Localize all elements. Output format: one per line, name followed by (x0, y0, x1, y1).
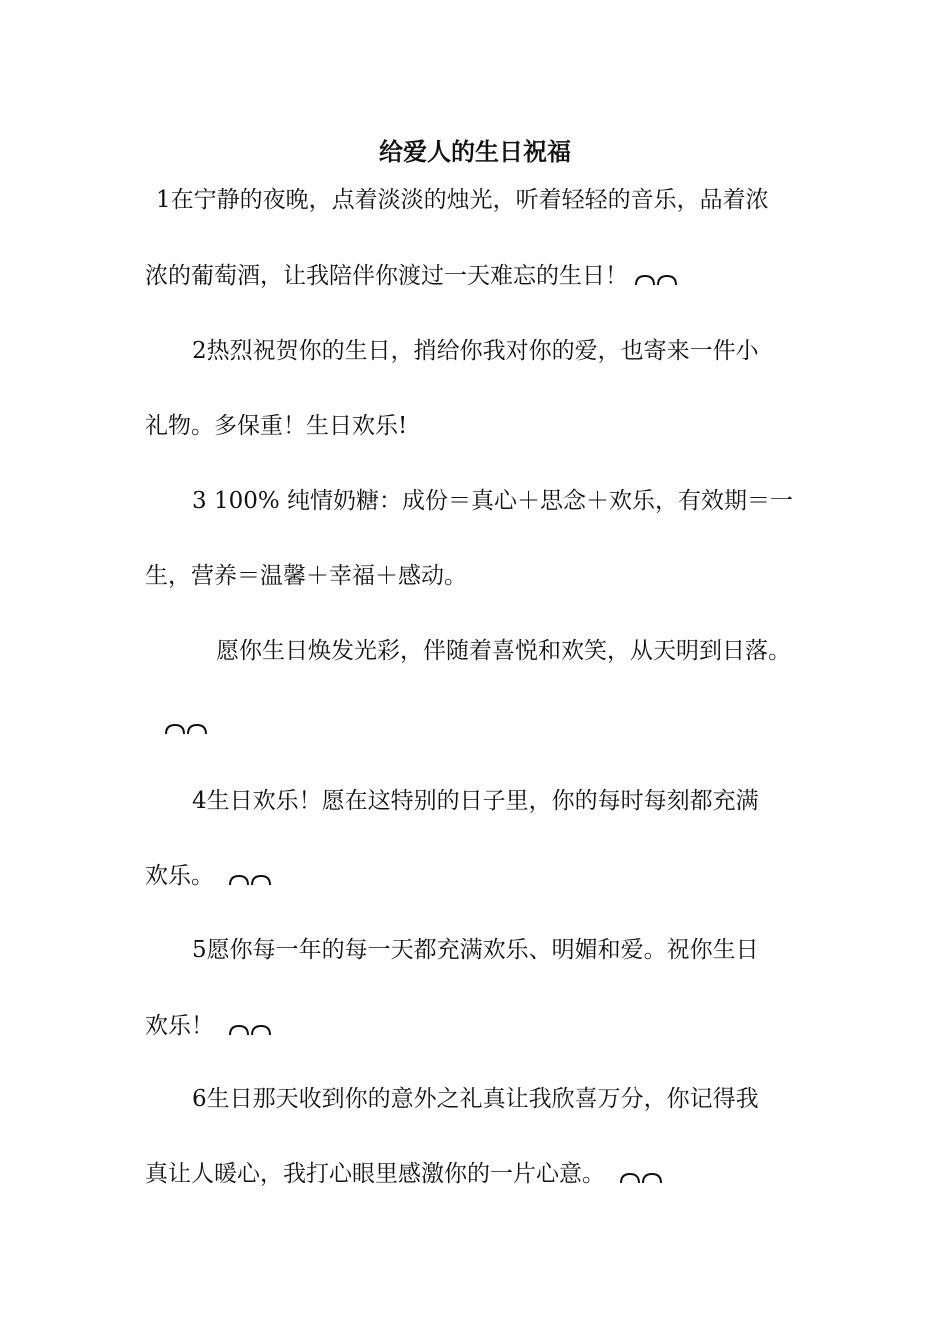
blessing-2-line-2: 礼物。多保重！生日欢乐! (145, 413, 408, 439)
document-title: 给爱人的生日祝福 (379, 137, 571, 166)
blessing-1-line-2 (145, 260, 678, 292)
smile-emoticon-icon (634, 273, 678, 287)
blessing-3-line-1: 3 100% 纯情奶糖：成份＝真心＋思念＋欢乐，有效期＝一 (192, 488, 794, 514)
blessing-1-line-2-text: 浓的葡萄酒，让我陪伴你渡过一天难忘的生日！ (145, 263, 628, 289)
blessing-5-line-2-text: 欢乐！ (145, 1013, 214, 1039)
blessing-3-line-2: 生，营养＝温馨＋幸福＋感动。 (145, 563, 467, 589)
blessing-6-line-2-text: 真让人暖心，我打心眼里感激你的一片心意。 (145, 1161, 605, 1187)
blessing-5-line-2 (145, 1010, 272, 1042)
smile-emoticon-icon (619, 1171, 663, 1185)
smile-emoticon-icon (164, 722, 208, 736)
smile-emoticon-icon (228, 1023, 272, 1037)
blessing-3-line-3: 愿你生日焕发光彩，伴随着喜悦和欢笑，从天明到日落。 (216, 638, 791, 664)
blessing-4-line-2-text: 欢乐。 (145, 863, 214, 889)
blessing-1-line-1: 1在宁静的夜晚，点着淡淡的烛光，听着轻轻的音乐，品着浓 (156, 187, 769, 213)
blessing-2-line-1: 2热烈祝贺你的生日，捎给你我对你的爱，也寄来一件小 (192, 338, 759, 364)
blessing-4-line-2 (145, 860, 272, 892)
blessing-4-line-1: 4生日欢乐！愿在这特别的日子里，你的每时每刻都充满 (192, 788, 759, 814)
blessing-5-line-1: 5愿你每一年的每一天都充满欢乐、明媚和爱。祝你生日 (192, 937, 759, 963)
blessing-6-line-1: 6生日那天收到你的意外之礼真让我欣喜万分，你记得我 (192, 1086, 759, 1112)
smile-emoticon-icon (228, 873, 272, 887)
blessing-6-line-2 (145, 1158, 663, 1190)
